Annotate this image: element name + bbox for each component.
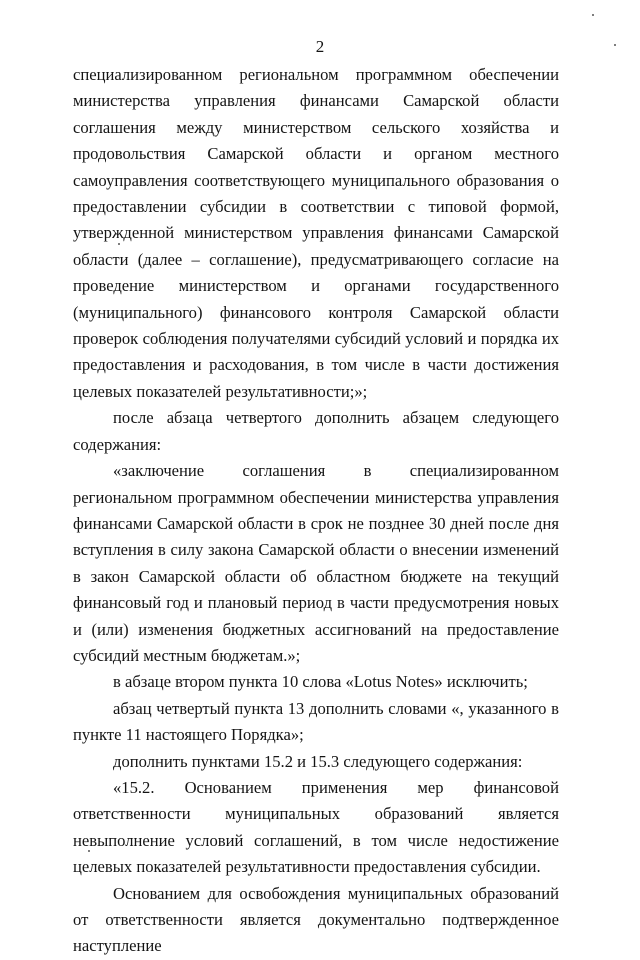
paragraph-15-2: «15.2. Основанием применения мер финансовой ответственности муниципальных образований является невыполнение условий соглашений, в том числе недостижение целевых показателей результативности предоставления субсидии. <box>73 777 559 877</box>
paragraph-regional-software: специализированном региональном программном обеспечении министерства управления финансами Самарской области соглашения между министерством сельского хозяйства и продовольствия Самарской области и органом местного самоуправления соответствующего муниципального образования о предоставлении субсидии в соответствии с типовой формой, утвержденной министерством управления финансами Самарской области (далее – соглашение), предусматривающего согласие на проведение министерством и органами государственного (муниципального) финансового контроля Самарской области проверок соблюдения получателями субсидий условий и порядка их предоставления и расходования, в том числе в части достижения целевых показателей результативности;»; <box>73 65 559 401</box>
paragraph-release-grounds: Основанием для освобождения муниципальных образований от ответственности является документально подтвержденное наступление <box>73 883 559 956</box>
scan-speck <box>118 243 120 245</box>
scan-speck <box>88 850 90 852</box>
paragraph-item-10: в абзаце втором пункта 10 слова «Lotus Notes» исключить; <box>113 672 528 692</box>
scan-speck <box>592 14 594 16</box>
page-number: 2 <box>315 37 325 56</box>
paragraph-item-13: абзац четвертый пункта 13 дополнить словами «, указанного в пункте 11 настоящего Порядка»; <box>73 698 559 745</box>
document-body <box>73 62 559 960</box>
paragraph-add-items: дополнить пунктами 15.2 и 15.3 следующего содержания: <box>113 751 523 771</box>
paragraph-agreement-conclusion: «заключение соглашения в специализированном региональном программном обеспечении министерства управления финансами Самарской области в срок не позднее 30 дней после дня вступления в силу закона Самарской области о внесении изменений в закон Самарской области об областном бюджете на текущий финансовый год и плановый период в части предусмотрения новых и (или) изменения бюджетных ассигнований на предоставление субсидий местным бюджетам.»; <box>73 461 559 665</box>
scan-speck <box>614 44 616 46</box>
paragraph-after-fourth: после абзаца четвертого дополнить абзацем следующего содержания: <box>73 408 559 454</box>
